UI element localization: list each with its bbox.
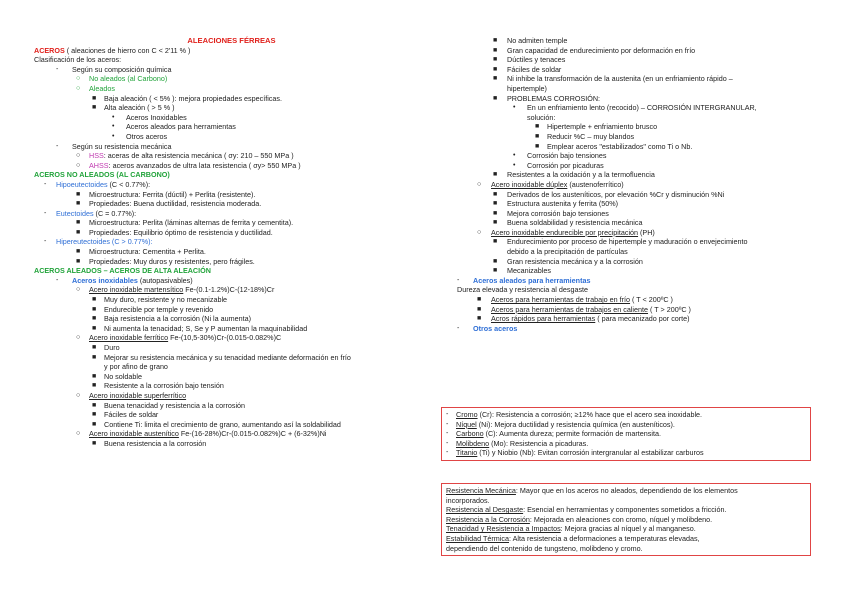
list-item — [34, 333, 429, 343]
list-item — [443, 276, 823, 286]
square-bullet: ■ — [493, 75, 498, 83]
list-item-text: (PH) — [638, 227, 655, 237]
property-term: Estabilidad Térmica — [446, 533, 509, 543]
dash-bullet: - — [446, 420, 449, 428]
property-term: Tenacidad y Resistencia a Impactos — [446, 524, 561, 534]
element-item — [446, 429, 806, 439]
circle-bullet: ○ — [76, 391, 81, 399]
square-bullet: ■ — [477, 296, 482, 304]
list-item — [34, 218, 429, 228]
square-bullet: ■ — [92, 420, 97, 428]
element-term: Molibdeno — [456, 438, 490, 448]
dash-bullet: - — [446, 411, 449, 418]
list-item-text: Fe-(0.1-1.2%)C-(12-18%)Cr — [183, 285, 275, 295]
list-item — [443, 209, 823, 219]
list-item — [443, 295, 823, 305]
square-bullet: ■ — [76, 257, 81, 265]
circle-bullet: ○ — [76, 286, 81, 294]
square-bullet: ■ — [92, 372, 97, 380]
otros-heading: Otros aceros — [473, 323, 518, 333]
list-item-text: Microestructura: Ferrita (dúctil) + Perlita (resistente). — [89, 189, 256, 199]
list-item — [34, 84, 429, 94]
list-item — [34, 94, 429, 104]
list-item-text: Baja aleación ( < 5% ): mejora propiedades específicas. — [104, 93, 282, 103]
property-desc: : Alta resistencia a deformaciones a temperaturas elevadas, — [509, 533, 700, 543]
aceros-intro — [34, 46, 429, 56]
square-bullet: ■ — [493, 238, 498, 246]
hss-label: HSS — [89, 151, 104, 161]
ph-label: Acero inoxidable endurecible por precipitación — [491, 227, 639, 237]
dot-bullet: • — [112, 132, 115, 140]
square-bullet: ■ — [493, 171, 498, 179]
list-item-text: Acros rápidos para herramientas — [491, 314, 596, 324]
list-item — [34, 324, 429, 334]
square-bullet: ■ — [535, 123, 540, 131]
property-item — [446, 534, 806, 544]
circle-bullet: ○ — [477, 228, 482, 236]
list-item — [443, 122, 823, 132]
list-item-text: Fe-(16-28%)Cr-(0.015-0.082%)C + (6-32%)Ni — [178, 429, 327, 439]
element-term: Cromo — [456, 410, 478, 419]
list-item — [443, 324, 823, 334]
aust-label: Acero inoxidable austenítico — [89, 429, 179, 439]
dash-bullet: - — [446, 430, 449, 438]
list-item — [34, 410, 429, 420]
circle-bullet: ○ — [76, 334, 81, 342]
superferr-label: Acero inoxidable superferrítico — [89, 390, 187, 400]
dash-bullet: - — [446, 449, 449, 457]
list-item-text: Aleados — [89, 83, 115, 93]
square-bullet: ■ — [493, 257, 498, 265]
list-item — [443, 65, 823, 75]
list-item — [34, 103, 429, 113]
list-item — [34, 132, 429, 142]
dash-bullet: - — [56, 276, 59, 284]
element-item — [446, 448, 806, 458]
list-item-text: Buena soldabilidad y resistencia mecánica — [507, 218, 643, 228]
circle-bullet: ○ — [76, 84, 81, 92]
list-item-text: Endurecible por temple y revenido — [104, 304, 214, 314]
list-item — [34, 209, 429, 219]
herr-heading: Aceros aleados para herramientas — [473, 275, 591, 285]
square-bullet: ■ — [493, 94, 498, 102]
element-desc: (Ti) y Niobio (Nb): Evitan corrosión intergranular al estabilizar carburos — [477, 448, 704, 458]
dot-bullet: • — [513, 104, 516, 112]
list-item-text: Gran resistencia mecánica y a la corrosión — [507, 256, 643, 266]
list-item-text: Muy duro, resistente y no mecanizable — [104, 295, 228, 305]
square-bullet: ■ — [535, 132, 540, 140]
list-item-text: Alta aleación ( > 5 % ) — [104, 103, 175, 113]
list-item-text: Corrosión por picaduras — [527, 160, 604, 170]
square-bullet: ■ — [477, 305, 482, 313]
list-item-text: Dúctiles y tenaces — [507, 55, 566, 65]
list-item-text: Baja resistencia a la corrosión (Ni la aumenta) — [104, 314, 252, 324]
list-item-text: Gran capacidad de endurecimiento por deformación en frío — [507, 45, 696, 55]
square-bullet: ■ — [76, 219, 81, 227]
page-title: ALEACIONES FÉRREAS — [187, 36, 276, 45]
circle-bullet: ○ — [76, 430, 81, 438]
property-item — [446, 505, 806, 515]
circle-bullet: ○ — [477, 180, 482, 188]
list-item — [443, 55, 823, 65]
list-item — [34, 305, 429, 315]
list-item-text: ( para mecanizado por corte) — [595, 314, 690, 324]
dot-bullet: • — [513, 161, 516, 169]
list-item-continuation: hipertemple) — [507, 83, 547, 93]
list-item — [443, 142, 823, 152]
list-item-text: Reducir %C – muy blandos — [547, 131, 635, 141]
list-item — [34, 257, 429, 267]
list-item — [443, 161, 823, 171]
list-item — [34, 122, 429, 132]
list-item — [34, 65, 429, 75]
square-bullet: ■ — [76, 228, 81, 236]
mart-label: Acero inoxidable martensítico — [89, 285, 184, 295]
square-bullet: ■ — [92, 382, 97, 390]
list-item-text: No admiten temple — [507, 36, 568, 45]
list-item-text: Duro — [104, 343, 120, 352]
list-item — [443, 132, 823, 142]
dash-bullet: - — [457, 324, 460, 332]
square-bullet: ■ — [477, 315, 482, 323]
list-item-text: Propiedades: Buena ductilidad, resistencia moderada. — [89, 199, 262, 209]
dot-bullet: • — [112, 123, 115, 131]
square-bullet: ■ — [92, 401, 97, 409]
list-item-text: : aceras de alta resistencia mecánica ( σy: 210 – 550 MPa ) — [103, 151, 294, 161]
list-item — [443, 46, 823, 56]
dash-bullet: - — [44, 180, 47, 188]
square-bullet: ■ — [92, 344, 97, 351]
dash-bullet: - — [44, 209, 47, 217]
property-desc: : Mejorada en aleaciones con cromo, níquel y molibdeno. — [529, 514, 713, 524]
square-bullet: ■ — [493, 46, 498, 54]
square-bullet: ■ — [493, 190, 498, 198]
list-item — [34, 401, 429, 411]
list-item-text: Resistente a la corrosión bajo tensión — [104, 381, 224, 391]
list-item-text: No aleados (al Carbono) — [89, 74, 168, 84]
square-bullet: ■ — [493, 267, 498, 275]
list-item-text: Según su composición química — [72, 64, 172, 74]
element-term: Carbono — [456, 429, 484, 439]
list-item — [34, 420, 429, 430]
list-item-text: Fáciles de soldar — [507, 64, 562, 74]
square-bullet: ■ — [92, 353, 97, 361]
list-item — [34, 381, 429, 391]
right-column — [443, 36, 823, 333]
dureza-text: Dureza elevada y resistencia al desgaste — [457, 285, 589, 295]
list-item — [443, 218, 823, 228]
hiper-label: Hipereutectoides (C > 0.77%): — [56, 237, 153, 247]
list-item — [34, 74, 429, 84]
list-item-text: (autopasivables) — [137, 275, 193, 285]
dash-bullet: - — [56, 142, 59, 150]
elements-box — [441, 407, 811, 461]
list-item — [34, 343, 429, 353]
ahss-label: AHSS — [89, 160, 109, 170]
list-item — [34, 113, 429, 123]
list-item-text: En un enfriamiento lento (recocido) – CORROSIÓN INTERGRANULAR, — [527, 103, 757, 113]
dash-bullet: - — [446, 439, 449, 447]
list-item — [34, 237, 429, 247]
list-item-text: Buena resistencia a la corrosión — [104, 438, 207, 448]
property-desc: : Mayor que en los aceros no aleados, dependiendo de los elementos — [515, 486, 738, 495]
list-item-text: Derivados de los austeníticos, por elevación %Cr y disminución %Ni — [507, 189, 725, 199]
eut-label: Eutectoides — [56, 208, 94, 218]
property-continuation: dependiendo del contenido de tungsteno, molibdeno y cromo. — [446, 543, 643, 553]
list-item-text: Ni inhibe la transformación de la austenita (en un enfriamiento rápido – — [507, 74, 733, 84]
list-item — [443, 151, 823, 161]
property-item — [446, 524, 806, 534]
list-item-text: Aceros para herramientas de trabajo en frío — [491, 295, 631, 305]
list-item — [34, 151, 429, 161]
list-item-text: Aceros aleados para herramientas — [126, 122, 236, 132]
element-item — [446, 420, 806, 430]
hipo-label: Hipoeutectoides — [56, 179, 108, 189]
property-continuation: incorporados. — [446, 495, 490, 505]
square-bullet: ■ — [493, 65, 498, 73]
list-item-continuation: solución: — [527, 112, 556, 122]
list-item-text: (C < 0.77%): — [107, 179, 151, 189]
element-desc: (C): Aumenta dureza; permite formación de martensita. — [483, 429, 661, 439]
square-bullet: ■ — [76, 248, 81, 256]
property-desc: : Esencial en herramientas y componentes sometidos a fricción. — [523, 505, 727, 515]
dot-bullet: • — [513, 152, 516, 160]
list-item-text: Endurecimiento por proceso de hipertemple y maduración o envejecimiento — [507, 237, 748, 247]
list-item — [34, 285, 429, 295]
list-item — [34, 247, 429, 257]
list-item — [443, 190, 823, 200]
list-item — [443, 74, 823, 84]
inox-heading: Aceros inoxidables — [72, 275, 138, 285]
list-item — [443, 199, 823, 209]
dash-bullet: - — [56, 65, 59, 73]
element-desc: (Ni): Mejora ductilidad y resistencia química (en austeníticos). — [476, 419, 675, 429]
clasificacion-text: Clasificación de los aceros: — [34, 55, 122, 65]
square-bullet: ■ — [92, 324, 97, 332]
list-item — [443, 257, 823, 267]
section-heading: ACEROS NO ALEADOS (AL CARBONO) — [34, 170, 170, 180]
left-column — [34, 36, 429, 449]
list-item — [34, 391, 429, 401]
list-item-text: PROBLEMAS CORROSIÓN: — [507, 93, 601, 103]
list-item-text: Propiedades: Equilibrio óptimo de resistencia y ductilidad. — [89, 227, 273, 237]
list-item — [34, 161, 429, 171]
list-item — [34, 276, 429, 286]
list-item — [34, 429, 429, 439]
list-item — [443, 103, 823, 113]
list-item — [443, 266, 823, 276]
square-bullet: ■ — [76, 190, 81, 198]
property-item — [446, 486, 806, 496]
square-bullet: ■ — [92, 315, 97, 323]
list-item-text: Contiene Ti: limita el crecimiento de grano, aumentando así la soldabilidad — [104, 419, 341, 429]
list-item — [443, 180, 823, 190]
square-bullet: ■ — [92, 439, 97, 447]
list-item-text: Fe-(10,5-30%)Cr-(0.015-0.082%)C — [168, 333, 282, 343]
list-item-text: : aceros avanzados de ultra lata resistencia ( σy> 550 MPa ) — [108, 160, 301, 170]
dash-bullet: - — [44, 238, 47, 246]
list-item-text: Según su resistencia mecánica — [72, 141, 172, 151]
list-item-text: Emplear aceros "estabilizados" como Ti o Nb. — [547, 141, 693, 151]
property-term: Resistencia Mecánica — [446, 486, 516, 495]
list-item-text: Mejora corrosión bajo tensiones — [507, 208, 609, 218]
square-bullet: ■ — [493, 37, 498, 44]
list-item-text: Fáciles de soldar — [104, 410, 159, 420]
square-bullet: ■ — [493, 219, 498, 227]
section-heading: ACEROS ALEADOS – ACEROS DE ALTA ALEACIÓN — [34, 266, 211, 276]
list-item-text: Corrosión bajo tensiones — [527, 151, 607, 161]
element-term: Níquel — [456, 419, 477, 429]
list-item — [34, 228, 429, 238]
circle-bullet: ○ — [76, 152, 81, 160]
list-item — [443, 94, 823, 104]
square-bullet: ■ — [92, 411, 97, 419]
list-item-text: Estructura austenita y ferrita (50%) — [507, 199, 619, 209]
list-item — [34, 295, 429, 305]
aceros-desc: ( aleaciones de hierro con C < 2'11 % ) — [64, 45, 191, 55]
list-item — [34, 353, 429, 363]
list-item-text: (austenoferrítico) — [567, 179, 624, 189]
properties-box — [441, 483, 811, 556]
property-desc: : Mejora gracias al níquel y al manganeso. — [560, 524, 696, 534]
property-term: Resistencia al Desgaste — [446, 505, 524, 515]
list-item — [34, 372, 429, 382]
list-item — [443, 237, 823, 247]
ferr-label: Acero inoxidable ferrítico — [89, 333, 169, 343]
element-desc: (Mo): Resistencia a picaduras. — [489, 438, 589, 448]
square-bullet: ■ — [92, 104, 97, 112]
element-term: Titanio — [456, 448, 478, 458]
list-item — [443, 170, 823, 180]
square-bullet: ■ — [92, 94, 97, 102]
list-item-text: Aceros para herramientas de trabajos en caliente — [491, 304, 649, 314]
aceros-label: ACEROS — [34, 45, 65, 55]
circle-bullet: ○ — [76, 161, 81, 169]
list-item-text: Mejorar su resistencia mecánica y su tenacidad mediante deformación en frío — [104, 352, 351, 362]
property-item — [446, 515, 806, 525]
list-item-text: Ni aumenta la tenacidad; S, Se y P aumentan la maquinabilidad — [104, 323, 308, 333]
list-item-text: Aceros Inoxidables — [126, 112, 187, 122]
list-item — [443, 36, 823, 46]
square-bullet: ■ — [493, 209, 498, 217]
square-bullet: ■ — [76, 200, 81, 208]
list-item — [34, 199, 429, 209]
dot-bullet: • — [112, 113, 115, 121]
list-item — [34, 142, 429, 152]
list-item — [34, 439, 429, 449]
dash-bullet: - — [457, 276, 460, 284]
list-item-text: Resistentes a la oxidación y a la termofluencia — [507, 170, 655, 180]
list-item-text: Otros aceros — [126, 131, 168, 141]
list-item-text: (C = 0.77%): — [93, 208, 137, 218]
list-item-text: ( T < 200ºC ) — [630, 295, 673, 305]
list-item — [443, 305, 823, 315]
square-bullet: ■ — [493, 56, 498, 64]
list-item-continuation: y por afino de grano — [104, 362, 168, 372]
square-bullet: ■ — [493, 200, 498, 208]
list-item — [34, 314, 429, 324]
square-bullet: ■ — [535, 142, 540, 150]
property-term: Resistencia a la Corrosión — [446, 514, 530, 524]
square-bullet: ■ — [92, 305, 97, 313]
list-item-text: Mecanizables — [507, 266, 551, 276]
list-item — [34, 190, 429, 200]
element-item — [446, 410, 806, 420]
square-bullet: ■ — [92, 296, 97, 304]
list-item — [34, 180, 429, 190]
list-item-text: No soldable — [104, 371, 142, 381]
list-item-text: Microestructura: Perlita (láminas alternas de ferrita y cementita). — [89, 218, 294, 228]
duplex-label: Acero inoxidable dúplex — [491, 179, 568, 189]
element-item — [446, 439, 806, 449]
list-item-continuation: debido a la precipitación de partículas — [507, 247, 628, 257]
list-item-text: Buena tenacidad y resistencia a la corrosión — [104, 400, 246, 410]
list-item-text: ( T > 200ºC ) — [648, 304, 691, 314]
element-desc: (Cr): Resistencia a corrosión; ≥12% hace que el acero sea inoxidable. — [477, 410, 703, 419]
list-item — [443, 314, 823, 324]
list-item-text: Hipertemple + enfriamiento brusco — [547, 122, 658, 132]
list-item — [443, 228, 823, 238]
circle-bullet: ○ — [76, 75, 81, 83]
list-item-text: Microestructura: Cementita + Perlita. — [89, 247, 206, 257]
list-item-text: Propiedades: Muy duros y resistentes, pero frágiles. — [89, 256, 255, 266]
